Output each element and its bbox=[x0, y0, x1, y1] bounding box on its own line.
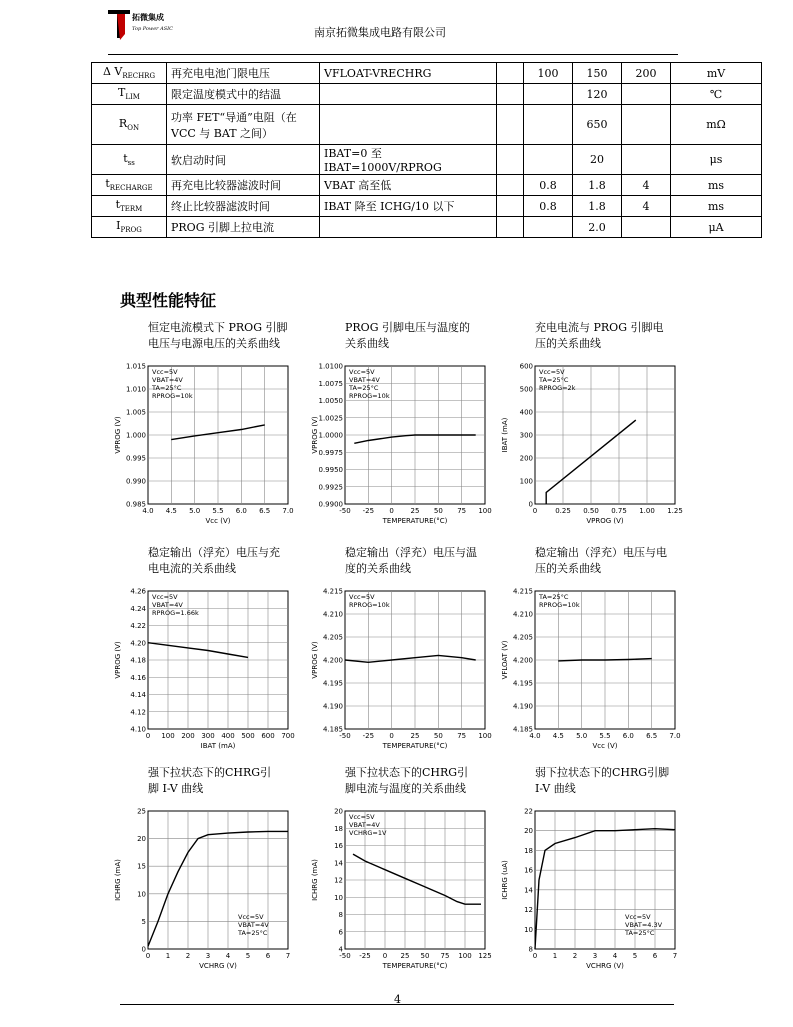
x-tick-label: 50 bbox=[433, 507, 443, 515]
x-tick-label: 700 bbox=[281, 732, 295, 740]
table-row bbox=[92, 217, 762, 238]
desc-cell: 再充电电池门限电压 bbox=[167, 63, 320, 84]
y-tick-label: 100 bbox=[519, 477, 533, 486]
min-cell: 100 bbox=[524, 63, 573, 84]
x-tick-label: 400 bbox=[221, 732, 235, 740]
x-tick-label: 6.0 bbox=[235, 507, 247, 515]
y-tick-label: 4.195 bbox=[512, 679, 533, 688]
y-tick-label: 20 bbox=[334, 807, 343, 816]
table-row bbox=[92, 175, 762, 196]
x-axis-label: TEMPERATURE(°C) bbox=[382, 962, 448, 970]
typ-cell: 150 bbox=[573, 63, 622, 84]
chart bbox=[501, 765, 695, 970]
blank-cell bbox=[497, 105, 524, 145]
min-cell: 0.8 bbox=[524, 196, 573, 217]
y-tick-label: 4.205 bbox=[512, 633, 533, 642]
x-tick-label: 5.0 bbox=[576, 732, 588, 740]
x-tick-label: -25 bbox=[359, 952, 371, 960]
y-tick-label: 12 bbox=[524, 906, 533, 915]
y-tick-label: 4.205 bbox=[322, 633, 343, 642]
x-axis-label: VPROG (V) bbox=[586, 517, 624, 525]
chart-title: 恒定电流模式下 PROG 引脚 电压与电源电压的关系曲线 bbox=[148, 321, 288, 350]
y-tick-label: 4.215 bbox=[322, 587, 343, 596]
chart-svg bbox=[501, 545, 695, 750]
min-cell bbox=[524, 217, 573, 238]
min-cell bbox=[524, 84, 573, 105]
table-row bbox=[92, 84, 762, 105]
x-tick-label: 300 bbox=[201, 732, 215, 740]
x-axis-label: Vcc (V) bbox=[592, 742, 618, 750]
cond-cell bbox=[320, 84, 497, 105]
typ-cell: 1.8 bbox=[573, 175, 622, 196]
y-tick-label: 4.20 bbox=[130, 639, 146, 648]
x-axis-label: VCHRG (V) bbox=[199, 962, 237, 970]
chart bbox=[114, 545, 308, 750]
unit-cell: ℃ bbox=[671, 84, 762, 105]
y-tick-label: 4.200 bbox=[512, 656, 533, 665]
y-tick-label: 300 bbox=[519, 431, 533, 440]
x-tick-label: -25 bbox=[362, 507, 375, 515]
x-tick-label: 100 bbox=[458, 952, 472, 960]
chart-note: TA=25°C bbox=[152, 384, 182, 392]
chart-note: RPROG=10k bbox=[349, 601, 390, 609]
y-tick-label: 4.22 bbox=[130, 622, 146, 630]
chart-note: TA=25°C bbox=[625, 929, 655, 937]
y-tick-label: 4.24 bbox=[130, 604, 146, 613]
x-tick-label: 6.5 bbox=[259, 507, 271, 515]
y-tick-label: 8 bbox=[338, 911, 343, 919]
y-tick-label: 18 bbox=[524, 846, 533, 855]
y-axis-label: VFLOAT (V) bbox=[501, 640, 509, 680]
chart bbox=[501, 545, 695, 750]
y-axis-label: VPROG (V) bbox=[311, 641, 319, 679]
x-axis-label: Vcc (V) bbox=[205, 517, 231, 525]
y-tick-label: 1.0100 bbox=[318, 362, 343, 371]
chart-note: Vcc=5V bbox=[349, 593, 375, 601]
x-tick-label: 1.00 bbox=[639, 507, 655, 515]
y-tick-label: 1.0075 bbox=[318, 379, 343, 388]
chart-title: 强下拉状态下的CHRG引 脚 I-V 曲线 bbox=[148, 766, 272, 795]
chart-svg bbox=[311, 765, 505, 970]
company-logo bbox=[108, 8, 218, 42]
x-tick-label: 4.5 bbox=[165, 507, 177, 515]
sym-cell: $t_{ss}$ bbox=[92, 145, 167, 175]
x-tick-label: 7.0 bbox=[669, 732, 681, 740]
x-tick-label: 0 bbox=[382, 952, 388, 960]
blank-cell bbox=[497, 63, 524, 84]
x-tick-label: 100 bbox=[478, 507, 492, 515]
x-tick-label: 1 bbox=[165, 952, 171, 960]
chart-svg bbox=[501, 320, 695, 525]
chart-note: RPROG=1.66k bbox=[152, 609, 199, 617]
y-tick-label: 16 bbox=[334, 842, 343, 850]
cond-cell: IBAT=0 至 IBAT=1000V/RPROG bbox=[320, 145, 497, 175]
chart-note: VCHRG=1V bbox=[349, 829, 387, 837]
x-tick-label: 125 bbox=[478, 952, 492, 960]
y-tick-label: 4.18 bbox=[130, 656, 146, 665]
chart-note: TA=25°C bbox=[238, 929, 268, 937]
chart-note: Vcc=5V bbox=[152, 593, 178, 601]
x-tick-label: 7.0 bbox=[282, 507, 294, 515]
y-tick-label: 15 bbox=[137, 862, 146, 871]
y-tick-label: 500 bbox=[519, 385, 533, 394]
chart-note: VBAT=4V bbox=[349, 821, 380, 829]
data-series-line bbox=[345, 655, 476, 662]
x-tick-label: 0.50 bbox=[583, 507, 599, 515]
y-tick-label: 1.0050 bbox=[318, 397, 343, 405]
x-tick-label: 4 bbox=[225, 952, 231, 960]
x-axis-label: TEMPERATURE(°C) bbox=[382, 517, 448, 525]
max-cell bbox=[622, 145, 671, 175]
max-cell: 4 bbox=[622, 175, 671, 196]
chart-note: TA=25°C bbox=[539, 376, 569, 384]
y-tick-label: 4.210 bbox=[512, 610, 533, 619]
chart-title: 稳定输出（浮充）电压与电 压的关系曲线 bbox=[535, 546, 667, 575]
typ-cell: 20 bbox=[573, 145, 622, 175]
min-cell bbox=[524, 105, 573, 145]
unit-cell: μs bbox=[671, 145, 762, 175]
desc-cell: 软启动时间 bbox=[167, 145, 320, 175]
x-tick-label: 0 bbox=[389, 507, 394, 515]
blank-cell bbox=[497, 196, 524, 217]
chart-note: RPROG=2k bbox=[539, 384, 576, 392]
x-tick-label: 6.5 bbox=[646, 732, 658, 740]
sym-cell: $I_{PROG}$ bbox=[92, 217, 167, 238]
chart-svg bbox=[311, 320, 505, 525]
spec-table bbox=[91, 62, 762, 238]
chart bbox=[114, 320, 308, 525]
x-tick-label: 6 bbox=[652, 952, 658, 960]
page-header bbox=[108, 6, 678, 55]
y-tick-label: 6 bbox=[338, 928, 343, 937]
table-row bbox=[92, 63, 762, 84]
y-tick-label: 1.0000 bbox=[318, 431, 343, 440]
x-tick-label: 4.5 bbox=[552, 732, 564, 740]
logo-text: 拓微集成 bbox=[132, 13, 164, 22]
sym-cell: $T_{LIM}$ bbox=[92, 84, 167, 105]
desc-cell: 再充电比较器滤波时间 bbox=[167, 175, 320, 196]
x-tick-label: 2 bbox=[185, 952, 191, 960]
y-tick-label: 12 bbox=[334, 876, 343, 885]
x-tick-label: 6 bbox=[265, 952, 271, 960]
x-tick-label: 4 bbox=[612, 952, 618, 960]
x-tick-label: 1 bbox=[552, 952, 558, 960]
chart-note: RPROG=10k bbox=[152, 392, 193, 400]
blank-cell bbox=[497, 217, 524, 238]
chart-svg bbox=[311, 545, 505, 750]
x-tick-label: 4.0 bbox=[142, 507, 154, 515]
y-tick-label: 600 bbox=[519, 362, 533, 371]
y-axis-label: VPROG (V) bbox=[114, 641, 122, 679]
chart-note: VBAT=4V bbox=[349, 376, 380, 384]
y-tick-label: 5 bbox=[141, 917, 146, 926]
blank-cell bbox=[497, 175, 524, 196]
cond-cell bbox=[320, 105, 497, 145]
x-tick-label: 200 bbox=[181, 732, 195, 740]
chart bbox=[501, 320, 695, 525]
max-cell bbox=[622, 84, 671, 105]
company-name: 南京拓微集成电路有限公司 bbox=[314, 26, 446, 39]
cond-cell: VBAT 高至低 bbox=[320, 175, 497, 196]
x-tick-label: 75 bbox=[457, 732, 467, 740]
typ-cell: 120 bbox=[573, 84, 622, 105]
chart-svg bbox=[114, 320, 308, 525]
y-tick-label: 4.195 bbox=[322, 679, 343, 688]
x-tick-label: 5 bbox=[245, 952, 251, 960]
y-tick-label: 1.005 bbox=[125, 408, 146, 417]
y-tick-label: 20 bbox=[137, 835, 146, 844]
chart bbox=[311, 320, 505, 525]
logo-subtext: Top Power ASIC bbox=[132, 26, 173, 32]
chart-note: VBAT=4V bbox=[238, 921, 269, 929]
x-tick-label: -25 bbox=[362, 732, 375, 740]
table-row bbox=[92, 196, 762, 217]
y-tick-label: 0.985 bbox=[125, 500, 146, 509]
y-tick-label: 4.16 bbox=[130, 673, 146, 682]
unit-cell: μA bbox=[671, 217, 762, 238]
x-tick-label: 3 bbox=[205, 952, 211, 960]
cond-cell: IBAT 降至 ICHG/10 以下 bbox=[320, 196, 497, 217]
y-tick-label: 4.200 bbox=[322, 656, 343, 665]
y-tick-label: 16 bbox=[524, 866, 533, 875]
x-tick-label: 7 bbox=[285, 952, 291, 960]
chart-note: VBAT=4V bbox=[152, 376, 183, 384]
y-tick-label: 4 bbox=[338, 945, 343, 954]
x-tick-label: 75 bbox=[457, 507, 467, 515]
sym-cell: $R_{ON}$ bbox=[92, 105, 167, 145]
x-tick-label: 0 bbox=[145, 952, 151, 960]
chart-svg bbox=[501, 765, 695, 970]
x-tick-label: 25 bbox=[410, 507, 420, 515]
x-tick-label: 100 bbox=[161, 732, 175, 740]
blank-cell bbox=[497, 84, 524, 105]
desc-cell: 功率 FET“导通”电阻（在 VCC 与 BAT 之间） bbox=[167, 105, 320, 145]
x-axis-label: IBAT (mA) bbox=[200, 742, 236, 750]
chart-note: Vcc=5V bbox=[539, 368, 565, 376]
x-tick-label: 5 bbox=[632, 952, 638, 960]
chart-title: PROG 引脚电压与温度的 关系曲线 bbox=[345, 321, 470, 350]
y-tick-label: 4.12 bbox=[130, 708, 146, 717]
desc-cell: PROG 引脚上拉电流 bbox=[167, 217, 320, 238]
x-tick-label: 75 bbox=[440, 952, 450, 960]
y-tick-label: 0.995 bbox=[125, 454, 146, 463]
x-tick-label: 50 bbox=[433, 732, 443, 740]
chart-note: Vcc=5V bbox=[625, 913, 651, 921]
sym-cell: Δ $V_{RECHRG}$ bbox=[92, 63, 167, 84]
y-tick-label: 4.10 bbox=[130, 725, 146, 734]
x-tick-label: 1.25 bbox=[667, 507, 683, 515]
chart-note: Vcc=5V bbox=[349, 368, 375, 376]
y-tick-label: 10 bbox=[524, 925, 533, 934]
y-tick-label: 1.015 bbox=[125, 362, 146, 371]
chart-note: Vcc=5V bbox=[238, 913, 264, 921]
y-tick-label: 4.185 bbox=[322, 725, 343, 734]
chart-note: TA=25°C bbox=[539, 593, 569, 601]
x-tick-label: 0 bbox=[145, 732, 151, 740]
x-tick-label: 2 bbox=[572, 952, 578, 960]
y-tick-label: 10 bbox=[137, 890, 146, 899]
y-axis-label: ICHRG (mA) bbox=[311, 859, 319, 901]
y-tick-label: 4.210 bbox=[322, 610, 343, 619]
unit-cell: mV bbox=[671, 63, 762, 84]
y-tick-label: 22 bbox=[524, 807, 533, 816]
x-tick-label: 6.0 bbox=[622, 732, 634, 740]
chart bbox=[311, 545, 505, 750]
table-row bbox=[92, 105, 762, 145]
max-cell bbox=[622, 217, 671, 238]
max-cell: 200 bbox=[622, 63, 671, 84]
unit-cell: ms bbox=[671, 196, 762, 217]
section-title: 典型性能特征 bbox=[120, 291, 217, 310]
x-tick-label: 4.0 bbox=[529, 732, 541, 740]
y-tick-label: 4.185 bbox=[512, 725, 533, 734]
chart-note: VBAT=4.3V bbox=[625, 921, 663, 929]
y-tick-label: 0.9900 bbox=[318, 500, 343, 509]
typ-cell: 2.0 bbox=[573, 217, 622, 238]
chart-note: VBAT=4V bbox=[152, 601, 183, 609]
y-tick-label: 1.000 bbox=[125, 431, 146, 440]
cond-cell bbox=[320, 217, 497, 238]
unit-cell: mΩ bbox=[671, 105, 762, 145]
y-axis-label: ICHRG (uA) bbox=[501, 860, 509, 900]
x-tick-label: 0 bbox=[389, 732, 394, 740]
x-tick-label: 500 bbox=[241, 732, 255, 740]
chart-title: 稳定输出（浮充）电压与充 电电流的关系曲线 bbox=[148, 546, 280, 575]
chart-note: TA=25°C bbox=[349, 384, 379, 392]
y-tick-label: 0 bbox=[528, 500, 533, 509]
x-tick-label: 25 bbox=[410, 732, 420, 740]
chart-note: Vcc=5V bbox=[152, 368, 178, 376]
desc-cell: 终止比较器滤波时间 bbox=[167, 196, 320, 217]
y-tick-label: 14 bbox=[524, 886, 533, 895]
page-number: 4 bbox=[394, 993, 401, 1006]
y-tick-label: 18 bbox=[334, 824, 343, 833]
y-tick-label: 8 bbox=[528, 945, 533, 954]
y-tick-label: 4.190 bbox=[322, 702, 343, 711]
y-tick-label: 400 bbox=[519, 408, 533, 417]
min-cell: 0.8 bbox=[524, 175, 573, 196]
y-tick-label: 4.26 bbox=[130, 587, 146, 596]
y-tick-label: 1.0025 bbox=[318, 414, 343, 423]
data-series-line bbox=[353, 854, 481, 904]
chart-note: RPROG=10k bbox=[349, 392, 390, 400]
chart-title: 充电电流与 PROG 引脚电 压的关系曲线 bbox=[535, 321, 664, 350]
x-tick-label: 600 bbox=[261, 732, 275, 740]
x-tick-label: -50 bbox=[339, 952, 351, 960]
typ-cell: 1.8 bbox=[573, 196, 622, 217]
y-tick-label: 4.215 bbox=[512, 587, 533, 596]
y-tick-label: 20 bbox=[524, 827, 533, 836]
x-tick-label: 0.75 bbox=[611, 507, 627, 515]
y-tick-label: 0 bbox=[141, 945, 146, 954]
y-tick-label: 4.190 bbox=[512, 702, 533, 711]
x-tick-label: 3 bbox=[592, 952, 598, 960]
x-axis-label: TEMPERATURE(°C) bbox=[382, 742, 448, 750]
x-tick-label: 7 bbox=[672, 952, 678, 960]
y-tick-label: 4.14 bbox=[130, 691, 146, 699]
chart bbox=[114, 765, 308, 970]
min-cell bbox=[524, 145, 573, 175]
x-tick-label: 0.25 bbox=[555, 507, 571, 515]
y-axis-label: VPROG (V) bbox=[114, 416, 122, 454]
chart-svg bbox=[114, 765, 308, 970]
blank-cell bbox=[497, 145, 524, 175]
typ-cell: 650 bbox=[573, 105, 622, 145]
chart bbox=[311, 765, 505, 970]
y-axis-label: ICHRG (mA) bbox=[114, 859, 122, 901]
y-tick-label: 0.9975 bbox=[318, 448, 343, 457]
y-tick-label: 0.9950 bbox=[318, 466, 343, 474]
y-tick-label: 200 bbox=[519, 454, 533, 463]
y-axis-label: VPROG (V) bbox=[311, 416, 319, 454]
x-tick-label: 0 bbox=[532, 507, 538, 515]
y-tick-label: 10 bbox=[334, 893, 343, 902]
x-axis-label: VCHRG (V) bbox=[586, 962, 624, 970]
x-tick-label: 25 bbox=[400, 952, 410, 960]
y-tick-label: 1.010 bbox=[125, 385, 146, 394]
x-tick-label: 0 bbox=[532, 952, 538, 960]
y-tick-label: 14 bbox=[334, 859, 343, 868]
max-cell: 4 bbox=[622, 196, 671, 217]
chart-title: 强下拉状态下的CHRG引 脚电流与温度的关系曲线 bbox=[345, 766, 469, 795]
data-series-line bbox=[148, 643, 248, 658]
sym-cell: $t_{RECHARGE}$ bbox=[92, 175, 167, 196]
table-row bbox=[92, 145, 762, 175]
chart-note: Vcc=5V bbox=[349, 813, 375, 821]
unit-cell: ms bbox=[671, 175, 762, 196]
x-tick-label: -50 bbox=[339, 507, 351, 515]
x-tick-label: 100 bbox=[478, 732, 492, 740]
sym-cell: $t_{TERM}$ bbox=[92, 196, 167, 217]
max-cell bbox=[622, 105, 671, 145]
x-tick-label: 5.5 bbox=[599, 732, 611, 740]
chart-title: 弱下拉状态下的CHRG引脚 I-V 曲线 bbox=[535, 766, 670, 795]
chart-svg bbox=[114, 545, 308, 750]
y-tick-label: 0.9925 bbox=[318, 483, 343, 492]
cond-cell: VFLOAT-VRECHRG bbox=[320, 63, 497, 84]
desc-cell: 限定温度模式中的结温 bbox=[167, 84, 320, 105]
x-tick-label: 50 bbox=[420, 952, 430, 960]
y-tick-label: 25 bbox=[137, 807, 146, 816]
x-tick-label: 5.5 bbox=[212, 507, 224, 515]
y-axis-label: IBAT (mA) bbox=[501, 417, 509, 453]
chart-title: 稳定输出（浮充）电压与温 度的关系曲线 bbox=[345, 546, 477, 575]
x-tick-label: 5.0 bbox=[189, 507, 201, 515]
chart-note: RPROG=10k bbox=[539, 601, 580, 609]
y-tick-label: 0.990 bbox=[125, 477, 146, 486]
x-tick-label: -50 bbox=[339, 732, 351, 740]
